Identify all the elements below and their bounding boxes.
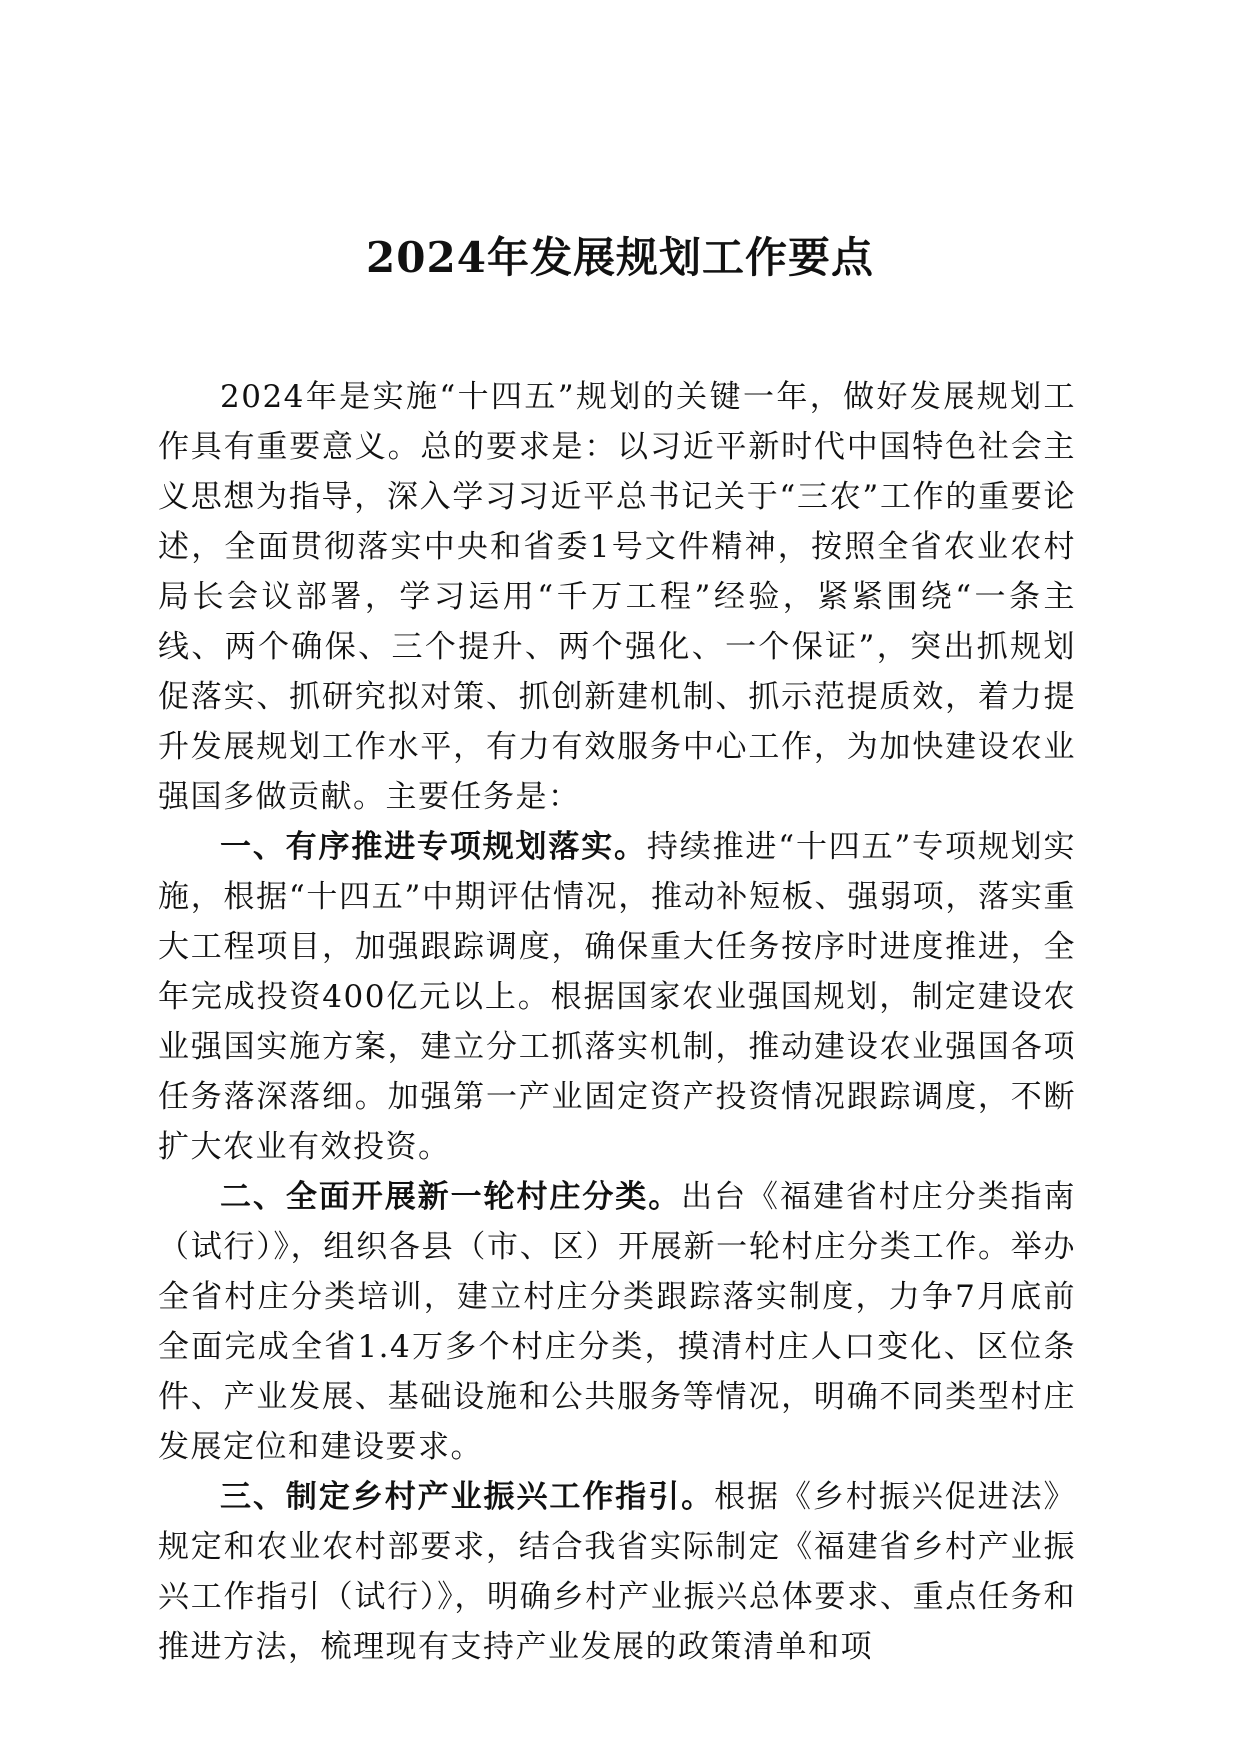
document-title: 2024年发展规划工作要点 (366, 233, 874, 282)
section-heading-1: 一、有序推进专项规划落实。 (220, 829, 647, 865)
document-body (158, 372, 1076, 1672)
section-text-1: 持续推进“十四五”专项规划实施，根据“十四五”中期评估情况，推动补短板、强弱项，落实重大工程项目，加强跟踪调度，确保重大任务按序时进度推进，全年完成投资400亿元以上。根据国家农业强国规划，制定建设农业强国实施方案，建立分工抓落实机制，推动建设农业强国各项任务落深落细。加强第一产业固定资产投资情况跟踪调度，不断扩大农业有效投资。 (158, 829, 1076, 1165)
section-text-2: 出台《福建省村庄分类指南（试行）》，组织各县（市、区）开展新一轮村庄分类工作。举办全省村庄分类培训，建立村庄分类跟踪落实制度，力争7月底前全面完成全省1.4万多个村庄分类，摸清村庄人口变化、区位条件、产业发展、基础设施和公共服务等情况，明确不同类型村庄发展定位和建设要求。 (158, 1179, 1077, 1465)
section-heading-3: 三、制定乡村产业振兴工作指引。 (220, 1479, 715, 1515)
section-paragraph-1 (158, 822, 1076, 1172)
section-text-3: 根据《乡村振兴促进法》规定和农业农村部要求，结合我省实际制定《福建省乡村产业振兴工作指引（试行）》，明确乡村产业振兴总体要求、重点任务和推进方法，梳理现有支持产业发展的政策清单和项 (158, 1479, 1077, 1665)
section-heading-2: 二、全面开展新一轮村庄分类。 (220, 1179, 682, 1215)
section-paragraph-3 (158, 1472, 1076, 1672)
intro-paragraph: 2024年是实施“十四五”规划的关键一年，做好发展规划工作具有重要意义。总的要求是：以习近平新时代中国特色社会主义思想为指导，深入学习习近平总书记关于“三农”工作的重要论述，全面贯彻落实中央和省委1号文件精神，按照全省农业农村局长会议部署，学习运用“千万工程”经验，紧紧围绕“一条主线、两个确保、三个提升、两个强化、一个保证”，突出抓规划促落实、抓研究拟对策、抓创新建机制、抓示范提质效，着力提升发展规划工作水平，有力有效服务中心工作，为加快建设农业强国多做贡献。主要任务是： (158, 379, 1076, 815)
section-paragraph-2 (158, 1172, 1076, 1472)
